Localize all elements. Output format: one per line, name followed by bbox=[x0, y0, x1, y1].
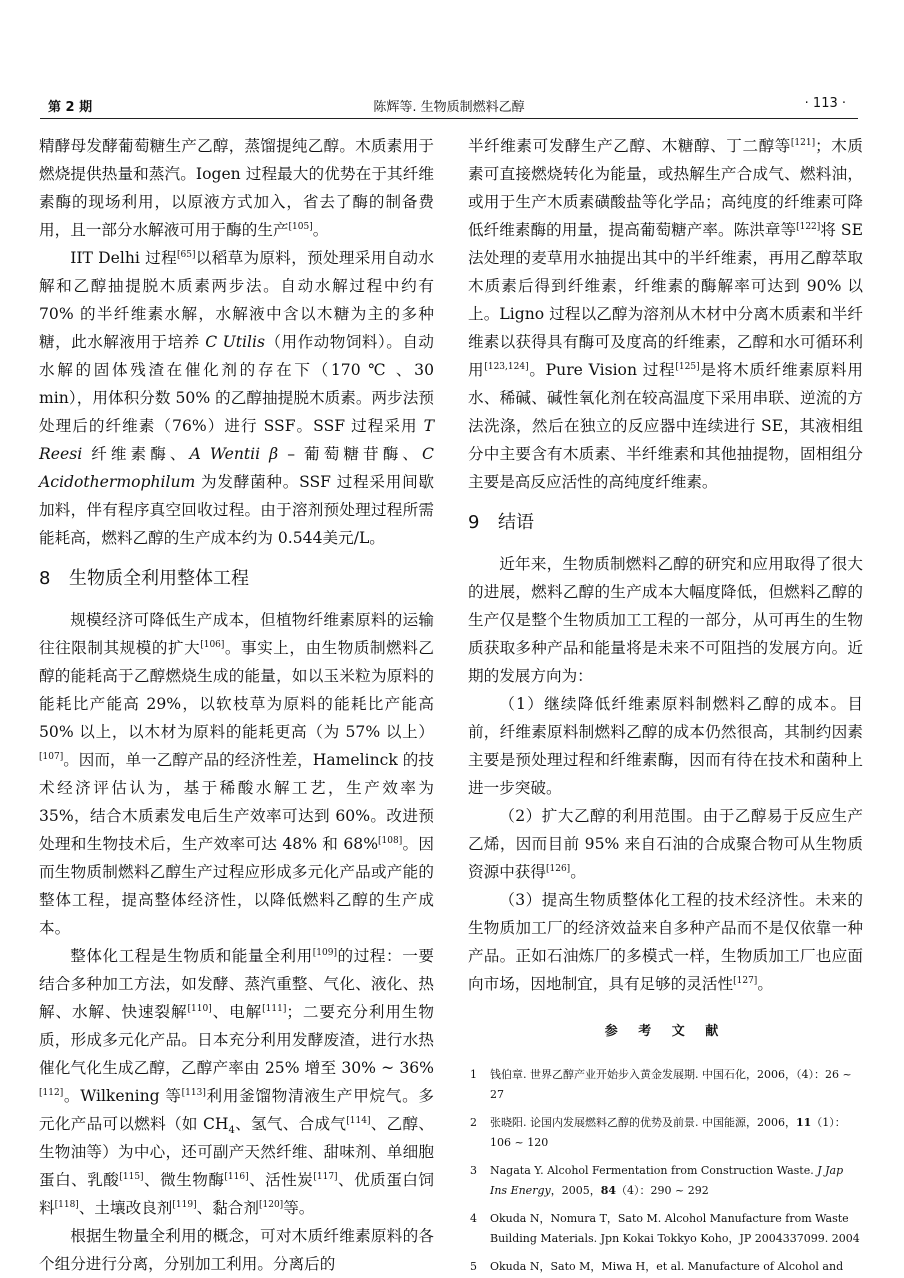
citation[interactable]: [112] bbox=[39, 1088, 64, 1098]
paragraph-direction-3: （3）提高生物质整体化工程的技术经济性。未来的生物质加工厂的经济效益来自多种产品而不是仅依靠一种产品。正如石油炼厂的多模式一样，生物质加工厂也应面向市场，因地制宜，具有足够的灵活性[127]。 bbox=[468, 891, 863, 993]
citation[interactable]: [116] bbox=[224, 1172, 249, 1182]
section-heading-9: 9 结语 bbox=[468, 512, 534, 533]
issue-number: 第 2 期 bbox=[48, 100, 93, 115]
running-header bbox=[40, 92, 858, 118]
citation[interactable]: [119] bbox=[172, 1200, 197, 1210]
citation[interactable]: [107] bbox=[39, 752, 64, 762]
paragraph-iit-delhi: IIT Delhi 过程[65]以稻草为原料，预处理采用自动水解和乙醇抽提脱木质素两步法。自动水解过程中约有 70% 的半纤维素水解，水解液中含以木糖为主的多种糖，此水解液用于培养 C Utilis（用作动物饲料）。自动水解的固体残渣在催化剂的存在下（170 ℃ 、30 min），用体积分数 50% 的乙醇抽提脱木质素。两步法预处理后的纤维素（76%）进行 SSF。SSF 过程采用 T Reesi 纤维素酶、A Wentii β – 葡萄糖苷酶、C Acidothermophilum 为发酵菌种。SSF 过程采用间歇加料，伴有程序真空回收过程。由于溶剂预处理过程所需能耗高，燃料乙醇的生产成本约为 0.544美元/L。 bbox=[39, 249, 434, 547]
citation[interactable]: [115] bbox=[119, 1172, 144, 1182]
citation[interactable]: [111] bbox=[262, 1004, 287, 1014]
paragraph-component-use: 半纤维素可发酵生产乙醇、木糖醇、丁二醇等[121]；木质素可直接燃烧转化为能量，或热解生产合成气、燃料油，或用于生产木质素磺酸盐等化学品；高纯度的纤维素可降低纤维素酶的用量，提高葡萄糖产率。陈洪章等[122]将 SE 法处理的麦草用水抽提出其中的半纤维素，再用乙醇萃取木质素后得到纤维素，纤维素的酶解率可达到 90% 以上。Ligno 过程以乙醇为溶剂从木材中分离木质素和半纤维素以获得具有酶可及度高的纤维素，乙醇和水可循环利用[123,124]。Pure Vision 过程[125]是将木质纤维素原料用水、稀碱、碱性氧化剂在较高温度下采用串联、逆流的方法洗涤，然后在独立的反应器中连续进行 SE，其液相组分中主要含有木质素、半纤维素和其他抽提物，固相组分主要是高反应活性的高纯度纤维素。 bbox=[468, 137, 863, 491]
citation[interactable]: [126] bbox=[545, 864, 571, 874]
page-number: · 113 · bbox=[804, 96, 846, 111]
citation[interactable]: [121] bbox=[790, 138, 816, 148]
citation[interactable]: [123,124] bbox=[484, 362, 529, 372]
citation[interactable]: [108] bbox=[378, 836, 403, 846]
paragraph-direction-1: （1）继续降低纤维素原料制燃料乙醇的成本。目前，纤维素原料制燃料乙醇的成本仍然很高，其制约因素主要是预处理过程和纤维素酶，因而有待在技术和菌种上进一步突破。 bbox=[468, 695, 863, 797]
citation[interactable]: [105] bbox=[288, 222, 313, 232]
citation[interactable]: [120] bbox=[258, 1200, 284, 1210]
right-column bbox=[468, 132, 863, 1273]
references-heading: 参 考 文 献 bbox=[604, 1024, 727, 1039]
citation[interactable]: [117] bbox=[313, 1172, 338, 1182]
reference-item: 3 Nagata Y. Alcohol Fermentation from Construction Waste. J Jap Ins Energy，2005，84（4）：290 ~ 292 bbox=[470, 1164, 844, 1197]
paragraph-fractionation: 根据生物量全利用的概念，可对木质纤维素原料的各个组分进行分离，分别加工利用。分离后的 bbox=[39, 1227, 434, 1273]
citation[interactable]: [106] bbox=[200, 640, 225, 650]
reference-item: 4 Okuda N，Nomura T，Sato M. Alcohol Manufacture from Waste Building Materials. Jpn Kokai Tokkyo Koho，JP 2004337099. 2004 bbox=[470, 1212, 860, 1245]
citation[interactable]: [110] bbox=[187, 1004, 212, 1014]
citation[interactable]: [125] bbox=[675, 362, 700, 372]
reference-item: 5 Okuda N，Sato M，Miwa H，et al. Manufacture of Alcohol and bbox=[470, 1260, 844, 1273]
citation[interactable]: [114] bbox=[346, 1116, 371, 1126]
paragraph-conclusion-intro: 近年来，生物质制燃料乙醇的研究和应用取得了很大的进展，燃料乙醇的生产成本大幅度降低，但燃料乙醇的生产仅是整个生物质加工工程的一部分，从可再生的生物质获取多种产品和能量将是未来不可阻挡的发展方向。近期的发展方向为： bbox=[468, 555, 863, 685]
section-heading-8: 8 生物质全利用整体工程 bbox=[39, 568, 249, 589]
reference-item: 2 张晓阳. 论国内发展燃料乙醇的优势及前景. 中国能源，2006，11（1）：106 ~ 120 bbox=[470, 1116, 846, 1149]
citation[interactable]: [65] bbox=[177, 250, 196, 260]
header-rule bbox=[40, 118, 858, 119]
citation[interactable]: [127] bbox=[733, 976, 758, 986]
paragraph-integrated-engineering: 整体化工程是生物质和能量全利用[109]的过程：一要结合多种加工方法，如发酵、蒸汽重整、气化、液化、热解、水解、快速裂解[110]、电解[111]；二要充分利用生物质，形成多元化产品。日本充分利用发酵废渣，进行水热催化气化生成乙醇，乙醇产率由 25% 增至 30% ~ 36%[112]。Wilkening 等[113]利用釜馏物清液生产甲烷气。多元化产品可以燃料（如 $CH_4$、氢气、合成气[114]、乙醇、生物油等）为中心，还可副产天然纤维、甜味剂、单细胞蛋白、乳酸[115]、微生物酶[116]、活性炭[117]、优质蛋白饲料[118]、土壤改良剂[119]、黏合剂[120]等。 bbox=[39, 947, 434, 1217]
citation[interactable]: [122] bbox=[796, 222, 821, 232]
running-title: 陈辉等. 生物质制燃料乙醇 bbox=[373, 100, 525, 115]
left-column bbox=[39, 132, 434, 1273]
paragraph-iogen-end: 精酵母发酵葡萄糖生产乙醇，蒸馏提纯乙醇。木质素用于燃烧提供热量和蒸汽。Iogen 过程最大的优势在于其纤维素酶的现场利用，以原液方式加入，省去了酶的制备费用，且一部分水解液可用于酶的生产[105]。 bbox=[39, 137, 434, 239]
paragraph-direction-2: （2）扩大乙醇的利用范围。由于乙醇易于反应生产乙烯，因而目前 95% 来自石油的合成聚合物可从生物质资源中获得[126]。 bbox=[468, 807, 863, 881]
reference-item: 1 钱伯章. 世界乙醇产业开始步入黄金发展期. 中国石化，2006，（4）：26 ~ 27 bbox=[470, 1068, 852, 1101]
paragraph-economy-of-scale: 规模经济可降低生产成本，但植物纤维素原料的运输往往限制其规模的扩大[106]。事实上，由生物质制燃料乙醇的能耗高于乙醇燃烧生成的能量，如以玉米粒为原料的能耗比产能高 29%，以软枝草为原料的能耗比产能高 50% 以上，以木材为原料的能耗更高（为 57% 以上）[107]。因而，单一乙醇产品的经济性差，Hamelinck 的技术经济评估认为，基于稀酸水解工艺，生产效率为 35%，结合木质素发电后生产效率可达到 60%。改进预处理和生物技术后，生产效率可达 48% 和 68%[108]。因而生物质制燃料乙醇生产过程应形成多元化产品或产能的整体工程，提高整体经济性，以降低燃料乙醇的生产成本。 bbox=[39, 611, 434, 937]
citation[interactable]: [109] bbox=[312, 948, 337, 958]
citation[interactable]: [113] bbox=[181, 1088, 206, 1098]
citation[interactable]: [118] bbox=[54, 1200, 79, 1210]
